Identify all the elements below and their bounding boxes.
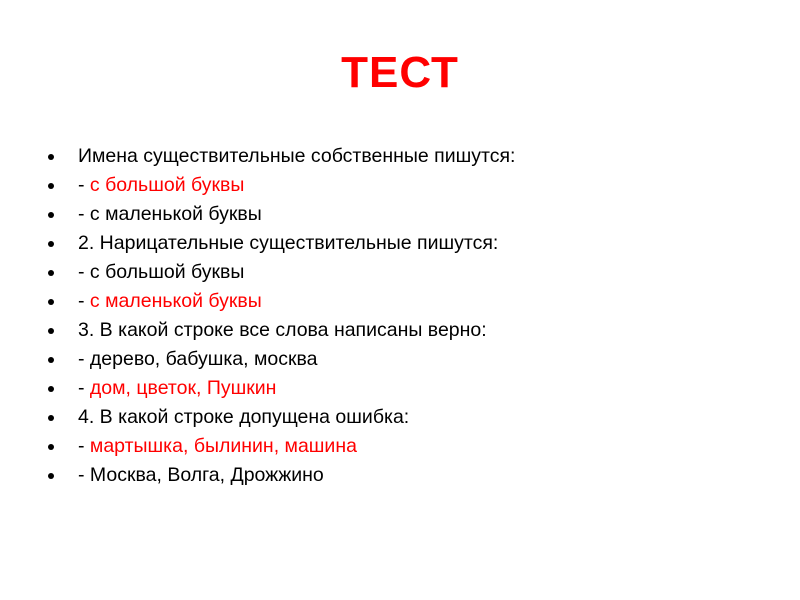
item-prefix: - Москва, Волга, Дрожжино — [78, 464, 324, 486]
bullet-icon — [48, 386, 54, 392]
item-prefix: 3. В какой строке все слова написаны верно: — [78, 319, 487, 341]
list-item — [48, 142, 768, 171]
list-item — [48, 287, 768, 316]
item-highlight: мартышка, былинин, машина — [89, 435, 357, 457]
item-prefix: - с маленькой буквы — [78, 203, 262, 225]
item-highlight: дом, цветок, Пушкин — [89, 377, 277, 399]
item-highlight: с большой буквы — [89, 174, 245, 196]
item-prefix: - — [78, 377, 90, 399]
list-item — [48, 316, 768, 345]
item-prefix: 4. В какой строке допущена ошибка: — [78, 406, 410, 428]
list-item — [48, 200, 768, 229]
list-item — [48, 258, 768, 287]
bullet-icon — [48, 299, 54, 305]
item-prefix: - — [78, 174, 90, 196]
bullet-icon — [48, 444, 54, 450]
slide-title: ТЕСТ — [341, 48, 459, 97]
list-item — [48, 461, 768, 490]
item-prefix: - — [78, 435, 90, 457]
bullet-icon — [48, 473, 54, 479]
bullet-icon — [48, 357, 54, 363]
bullet-icon — [48, 154, 54, 160]
bullet-icon — [48, 328, 54, 334]
item-highlight: с маленькой буквы — [89, 290, 262, 312]
bullet-icon — [48, 415, 54, 421]
item-prefix: - — [78, 290, 90, 312]
list-item — [48, 374, 768, 403]
bullet-icon — [48, 212, 54, 218]
item-prefix: 2. Нарицательные существительные пишутся: — [78, 232, 499, 254]
bullet-icon — [48, 270, 54, 276]
list-item — [48, 403, 768, 432]
item-prefix: Имена существительные собственные пишутся: — [78, 145, 516, 167]
list-item — [48, 229, 768, 258]
item-prefix: - с большой буквы — [78, 261, 245, 283]
list-item — [48, 345, 768, 374]
list-item — [48, 432, 768, 461]
bullet-list — [48, 142, 768, 490]
list-item — [48, 171, 768, 200]
bullet-icon — [48, 183, 54, 189]
item-prefix: - дерево, бабушка, москва — [78, 348, 318, 370]
bullet-icon — [48, 241, 54, 247]
